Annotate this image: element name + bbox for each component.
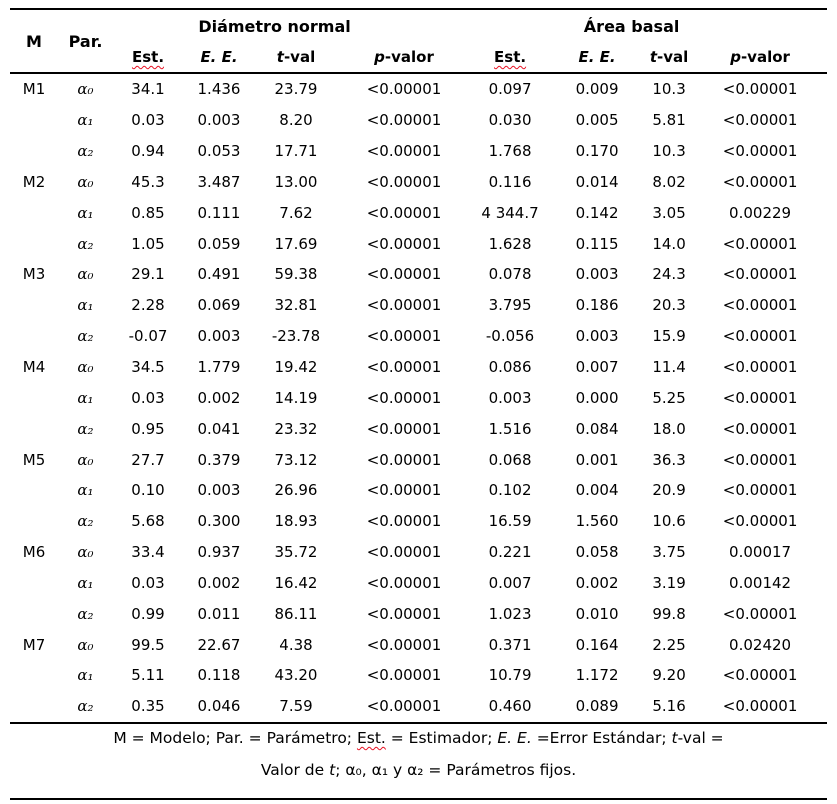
ab-pval-cell: <0.00001 xyxy=(722,666,798,685)
table-row xyxy=(10,167,827,198)
dn-tval-cell: 16.42 xyxy=(274,573,318,592)
dn-pval-cell: <0.00001 xyxy=(366,234,442,253)
dn-ee-cell: 0.041 xyxy=(197,419,241,438)
ab-ee-cell: 0.005 xyxy=(575,111,619,130)
ab-ee-cell: 0.164 xyxy=(575,635,619,654)
model-cell xyxy=(10,413,58,444)
parameter-cell: α₁ xyxy=(77,481,94,500)
est-label: Est. xyxy=(131,48,165,66)
model-cell xyxy=(10,136,58,167)
ab-ee-cell: 0.058 xyxy=(575,543,619,562)
parameter-cell: α₀ xyxy=(77,265,94,284)
table-row xyxy=(10,73,827,105)
dn-tval-cell: 7.59 xyxy=(255,691,337,723)
model-cell: M5 xyxy=(22,450,46,469)
dn-pval-cell: <0.00001 xyxy=(366,296,442,315)
table-body xyxy=(10,73,827,723)
ab-est-cell: 0.030 xyxy=(488,111,532,130)
dn-tval-cell: 26.96 xyxy=(274,481,318,500)
ab-est-cell: 0.068 xyxy=(488,450,532,469)
dn-pval-cell: <0.00001 xyxy=(366,573,442,592)
ab-est-cell: 1.023 xyxy=(488,604,532,623)
table-row xyxy=(10,105,827,136)
ab-est-cell: 3.795 xyxy=(488,296,532,315)
parameter-cell: α₁ xyxy=(77,573,94,592)
footnote-line-2: Valor de t; α₀, α₁ y α₂ = Parámetros fijos. xyxy=(260,761,577,779)
ab-pval-cell: <0.00001 xyxy=(722,450,798,469)
ab-est-cell: 0.086 xyxy=(488,358,532,377)
col-header-ee-dn: E. E. xyxy=(183,42,255,73)
ab-pval-cell: <0.00001 xyxy=(722,358,798,377)
ab-tval-cell: 8.02 xyxy=(652,172,686,191)
table-row xyxy=(10,691,827,723)
ab-est-cell: 1.628 xyxy=(488,234,532,253)
parameter-cell: α₀ xyxy=(77,450,94,469)
ab-pval-cell: <0.00001 xyxy=(722,327,798,346)
dn-pval-cell: <0.00001 xyxy=(366,80,442,99)
dn-est-cell: 99.5 xyxy=(131,635,165,654)
table-row xyxy=(10,352,827,383)
dn-est-cell: 5.11 xyxy=(131,666,165,685)
model-cell: M1 xyxy=(22,80,46,99)
dn-est-cell: 0.95 xyxy=(131,419,165,438)
ab-pval-cell: <0.00001 xyxy=(722,512,798,531)
ab-ee-cell: 0.014 xyxy=(575,172,619,191)
ab-est-cell: 0.371 xyxy=(488,635,532,654)
ab-ee-cell: 0.170 xyxy=(575,142,619,161)
parameter-cell: α₂ xyxy=(77,234,94,253)
ab-pval-cell: <0.00001 xyxy=(722,234,798,253)
dn-est-cell: 0.94 xyxy=(131,142,165,161)
ab-ee-cell: 1.560 xyxy=(575,512,619,531)
dn-ee-cell: 1.436 xyxy=(197,80,241,99)
table-row xyxy=(10,321,827,352)
table-row xyxy=(10,259,827,290)
table-row xyxy=(10,629,827,660)
parameter-cell: α₀ xyxy=(77,358,94,377)
parameter-cell: α₂ xyxy=(58,691,113,723)
parameter-cell: α₀ xyxy=(77,80,94,99)
dn-est-cell: 27.7 xyxy=(131,450,165,469)
model-cell: M3 xyxy=(22,265,46,284)
dn-est-cell: 34.5 xyxy=(131,358,165,377)
table-row xyxy=(10,290,827,321)
ab-pval-cell: <0.00001 xyxy=(722,265,798,284)
dn-est-cell: 2.28 xyxy=(131,296,165,315)
table-row xyxy=(10,475,827,506)
ab-pval-cell: <0.00001 xyxy=(722,481,798,500)
col-header-ee-ab: E. E. xyxy=(549,42,645,73)
parameter-cell: α₂ xyxy=(77,327,94,346)
ab-est-cell: -0.056 xyxy=(485,327,535,346)
ab-est-cell: 1.516 xyxy=(488,419,532,438)
ab-tval-cell: 9.20 xyxy=(652,666,686,685)
ab-ee-cell: 0.010 xyxy=(575,604,619,623)
est-abbrev: Est. xyxy=(356,729,386,747)
model-cell xyxy=(10,197,58,228)
ab-ee-cell: 0.000 xyxy=(575,388,619,407)
ab-tval-cell: 15.9 xyxy=(652,327,686,346)
ab-tval-cell: 3.75 xyxy=(652,543,686,562)
dn-est-cell: 33.4 xyxy=(131,543,165,562)
model-cell: M4 xyxy=(22,358,46,377)
table-footnote xyxy=(10,722,827,786)
dn-tval-cell: 18.93 xyxy=(274,512,318,531)
dn-pval-cell: <0.00001 xyxy=(366,450,442,469)
dn-pval-cell: <0.00001 xyxy=(337,691,471,723)
ab-ee-cell: 0.003 xyxy=(575,327,619,346)
ab-pval-cell: 0.02420 xyxy=(729,635,792,654)
ab-pval-cell: <0.00001 xyxy=(722,80,798,99)
col-header-tval-ab: t-val xyxy=(645,42,693,73)
ab-pval-cell: 0.00142 xyxy=(729,573,792,592)
parameter-estimates-table xyxy=(10,8,827,724)
model-cell xyxy=(10,691,58,723)
dn-pval-cell: <0.00001 xyxy=(366,142,442,161)
dn-ee-cell: 0.937 xyxy=(197,543,241,562)
ab-est-cell: 10.79 xyxy=(488,666,532,685)
ab-ee-cell: 0.084 xyxy=(575,419,619,438)
dn-pval-cell: <0.00001 xyxy=(366,543,442,562)
ab-est-cell: 1.768 xyxy=(488,142,532,161)
dn-ee-cell: 0.002 xyxy=(197,388,241,407)
ab-tval-cell: 10.6 xyxy=(652,512,686,531)
table-row xyxy=(10,444,827,475)
dn-tval-cell: 4.38 xyxy=(279,635,313,654)
model-cell xyxy=(10,660,58,691)
ab-tval-cell: 18.0 xyxy=(652,419,686,438)
col-header-model: M xyxy=(10,9,58,73)
dn-tval-cell: 13.00 xyxy=(274,172,318,191)
dn-pval-cell: <0.00001 xyxy=(366,512,442,531)
model-cell xyxy=(10,290,58,321)
dn-pval-cell: <0.00001 xyxy=(366,419,442,438)
ab-pval-cell: <0.00001 xyxy=(722,388,798,407)
col-header-pval-ab: p-valor xyxy=(693,42,827,73)
ab-ee-cell: 0.115 xyxy=(575,234,619,253)
ab-est-cell: 0.003 xyxy=(488,388,532,407)
dn-ee-cell: 0.059 xyxy=(197,234,241,253)
ab-tval-cell: 24.3 xyxy=(652,265,686,284)
table-row xyxy=(10,537,827,568)
model-cell xyxy=(10,105,58,136)
dn-tval-cell: -23.78 xyxy=(271,327,321,346)
ab-tval-cell: 10.3 xyxy=(652,142,686,161)
dn-tval-cell: 19.42 xyxy=(274,358,318,377)
dn-tval-cell: 86.11 xyxy=(274,604,318,623)
dn-pval-cell: <0.00001 xyxy=(366,358,442,377)
model-cell xyxy=(10,506,58,537)
dn-ee-cell: 22.67 xyxy=(197,635,241,654)
dn-pval-cell: <0.00001 xyxy=(366,265,442,284)
ab-ee-cell: 1.172 xyxy=(575,666,619,685)
table-row xyxy=(10,598,827,629)
col-header-est-dn xyxy=(113,42,183,73)
table-row xyxy=(10,136,827,167)
bottom-rule xyxy=(10,798,827,800)
dn-tval-cell: 8.20 xyxy=(279,111,313,130)
model-cell xyxy=(10,382,58,413)
group-header-diametro-normal: Diámetro normal xyxy=(198,16,351,36)
ab-pval-cell: <0.00001 xyxy=(722,296,798,315)
group-header-row xyxy=(10,9,827,42)
dn-est-cell: 0.99 xyxy=(131,604,165,623)
dn-est-cell: 45.3 xyxy=(131,172,165,191)
parameter-cell: α₀ xyxy=(77,635,94,654)
model-cell xyxy=(10,598,58,629)
dn-pval-cell: <0.00001 xyxy=(366,635,442,654)
table-row xyxy=(10,568,827,599)
ab-ee-cell: 0.142 xyxy=(575,203,619,222)
dn-tval-cell: 17.71 xyxy=(274,142,318,161)
ab-pval-cell: 0.00229 xyxy=(729,203,792,222)
ab-est-cell: 16.59 xyxy=(488,512,532,531)
dn-est-cell: 1.05 xyxy=(131,234,165,253)
dn-pval-cell: <0.00001 xyxy=(366,172,442,191)
ab-tval-cell: 14.0 xyxy=(652,234,686,253)
model-cell: M6 xyxy=(22,543,46,562)
dn-ee-cell: 1.779 xyxy=(197,358,241,377)
dn-ee-cell: 0.111 xyxy=(197,203,241,222)
ab-pval-cell: <0.00001 xyxy=(722,142,798,161)
parameter-cell: α₀ xyxy=(77,172,94,191)
dn-ee-cell: 0.011 xyxy=(197,604,241,623)
dn-pval-cell: <0.00001 xyxy=(366,203,442,222)
parameter-cell: α₁ xyxy=(77,666,94,685)
model-cell xyxy=(10,475,58,506)
dn-ee-cell: 0.003 xyxy=(197,481,241,500)
ab-ee-cell: 0.007 xyxy=(575,358,619,377)
dn-est-cell: 0.03 xyxy=(131,111,165,130)
model-cell: M2 xyxy=(22,172,46,191)
table-row xyxy=(10,413,827,444)
est-label: Est. xyxy=(494,48,527,66)
table-row xyxy=(10,506,827,537)
ab-ee-cell: 0.001 xyxy=(575,450,619,469)
dn-tval-cell: 17.69 xyxy=(274,234,318,253)
dn-pval-cell: <0.00001 xyxy=(366,111,442,130)
dn-tval-cell: 14.19 xyxy=(274,388,318,407)
parameter-cell: α₀ xyxy=(77,543,94,562)
table-row xyxy=(10,228,827,259)
dn-tval-cell: 43.20 xyxy=(274,666,318,685)
dn-ee-cell: 3.487 xyxy=(197,172,241,191)
ab-tval-cell: 3.19 xyxy=(652,573,686,592)
ab-tval-cell: 2.25 xyxy=(652,635,686,654)
ab-est-cell: 0.460 xyxy=(471,691,549,723)
parameter-cell: α₁ xyxy=(77,203,94,222)
ab-ee-cell: 0.003 xyxy=(575,265,619,284)
ab-est-cell: 0.097 xyxy=(488,80,532,99)
ab-pval-cell: <0.00001 xyxy=(722,111,798,130)
ab-tval-cell: 5.81 xyxy=(652,111,686,130)
dn-tval-cell: 23.79 xyxy=(274,80,318,99)
ab-est-cell: 0.221 xyxy=(488,543,532,562)
parameter-cell: α₁ xyxy=(77,111,94,130)
ab-pval-cell: <0.00001 xyxy=(693,691,827,723)
dn-ee-cell: 0.069 xyxy=(197,296,241,315)
dn-tval-cell: 59.38 xyxy=(274,265,318,284)
group-header-area-basal: Área basal xyxy=(583,16,680,36)
dn-pval-cell: <0.00001 xyxy=(366,388,442,407)
dn-ee-cell: 0.300 xyxy=(197,512,241,531)
dn-tval-cell: 7.62 xyxy=(279,203,313,222)
table-row xyxy=(10,197,827,228)
ab-tval-cell: 20.3 xyxy=(652,296,686,315)
dn-pval-cell: <0.00001 xyxy=(366,481,442,500)
dn-est-cell: 0.10 xyxy=(131,481,165,500)
parameter-cell: α₁ xyxy=(77,296,94,315)
ab-est-cell: 4 344.7 xyxy=(481,203,539,222)
ab-pval-cell: 0.00017 xyxy=(729,543,792,562)
ab-est-cell: 0.102 xyxy=(488,481,532,500)
table-header xyxy=(10,9,827,73)
dn-pval-cell: <0.00001 xyxy=(366,666,442,685)
ab-pval-cell: <0.00001 xyxy=(722,604,798,623)
dn-pval-cell: <0.00001 xyxy=(366,604,442,623)
dn-tval-cell: 32.81 xyxy=(274,296,318,315)
ab-pval-cell: <0.00001 xyxy=(722,172,798,191)
dn-tval-cell: 35.72 xyxy=(274,543,318,562)
col-header-pval-dn: p-valor xyxy=(337,42,471,73)
col-header-tval-dn: t-val xyxy=(255,42,337,73)
table-row xyxy=(10,660,827,691)
ab-tval-cell: 20.9 xyxy=(652,481,686,500)
ab-tval-cell: 5.16 xyxy=(645,691,693,723)
ab-tval-cell: 5.25 xyxy=(652,388,686,407)
ab-ee-cell: 0.002 xyxy=(575,573,619,592)
parameter-cell: α₂ xyxy=(77,512,94,531)
ab-tval-cell: 10.3 xyxy=(652,80,686,99)
model-cell xyxy=(10,228,58,259)
dn-est-cell: -0.07 xyxy=(128,327,168,346)
dn-tval-cell: 23.32 xyxy=(274,419,318,438)
dn-est-cell: 0.85 xyxy=(131,203,165,222)
col-header-parameter: Par. xyxy=(58,9,113,73)
parameter-cell: α₂ xyxy=(77,142,94,161)
dn-ee-cell: 0.053 xyxy=(197,142,241,161)
dn-pval-cell: <0.00001 xyxy=(366,327,442,346)
dn-ee-cell: 0.118 xyxy=(197,666,241,685)
table-row xyxy=(10,382,827,413)
ab-tval-cell: 11.4 xyxy=(652,358,686,377)
ab-ee-cell: 0.186 xyxy=(575,296,619,315)
parameter-cell: α₂ xyxy=(77,604,94,623)
parameter-cell: α₂ xyxy=(77,419,94,438)
ab-tval-cell: 3.05 xyxy=(652,203,686,222)
dn-est-cell: 34.1 xyxy=(131,80,165,99)
dn-tval-cell: 73.12 xyxy=(274,450,318,469)
model-cell xyxy=(10,568,58,599)
dn-ee-cell: 0.046 xyxy=(183,691,255,723)
ab-tval-cell: 36.3 xyxy=(652,450,686,469)
dn-est-cell: 0.03 xyxy=(131,388,165,407)
model-cell xyxy=(10,321,58,352)
dn-ee-cell: 0.003 xyxy=(197,111,241,130)
ab-ee-cell: 0.009 xyxy=(575,80,619,99)
dn-est-cell: 0.35 xyxy=(113,691,183,723)
parameter-cell: α₁ xyxy=(77,388,94,407)
dn-est-cell: 5.68 xyxy=(131,512,165,531)
ab-ee-cell: 0.089 xyxy=(549,691,645,723)
sub-header-row xyxy=(10,42,827,73)
ab-est-cell: 0.007 xyxy=(488,573,532,592)
col-header-est-ab xyxy=(471,42,549,73)
ab-est-cell: 0.078 xyxy=(488,265,532,284)
dn-est-cell: 0.03 xyxy=(131,573,165,592)
ab-tval-cell: 99.8 xyxy=(652,604,686,623)
ab-ee-cell: 0.004 xyxy=(575,481,619,500)
dn-est-cell: 29.1 xyxy=(131,265,165,284)
dn-ee-cell: 0.379 xyxy=(197,450,241,469)
dn-ee-cell: 0.002 xyxy=(197,573,241,592)
footnote-line-1: M = Modelo; Par. = Parámetro; Est. = Estimador; E. E. =Error Estándar; t-val = xyxy=(113,729,724,747)
ab-pval-cell: <0.00001 xyxy=(722,419,798,438)
dn-ee-cell: 0.491 xyxy=(197,265,241,284)
dn-ee-cell: 0.003 xyxy=(197,327,241,346)
ab-est-cell: 0.116 xyxy=(488,172,532,191)
model-cell: M7 xyxy=(22,635,46,654)
